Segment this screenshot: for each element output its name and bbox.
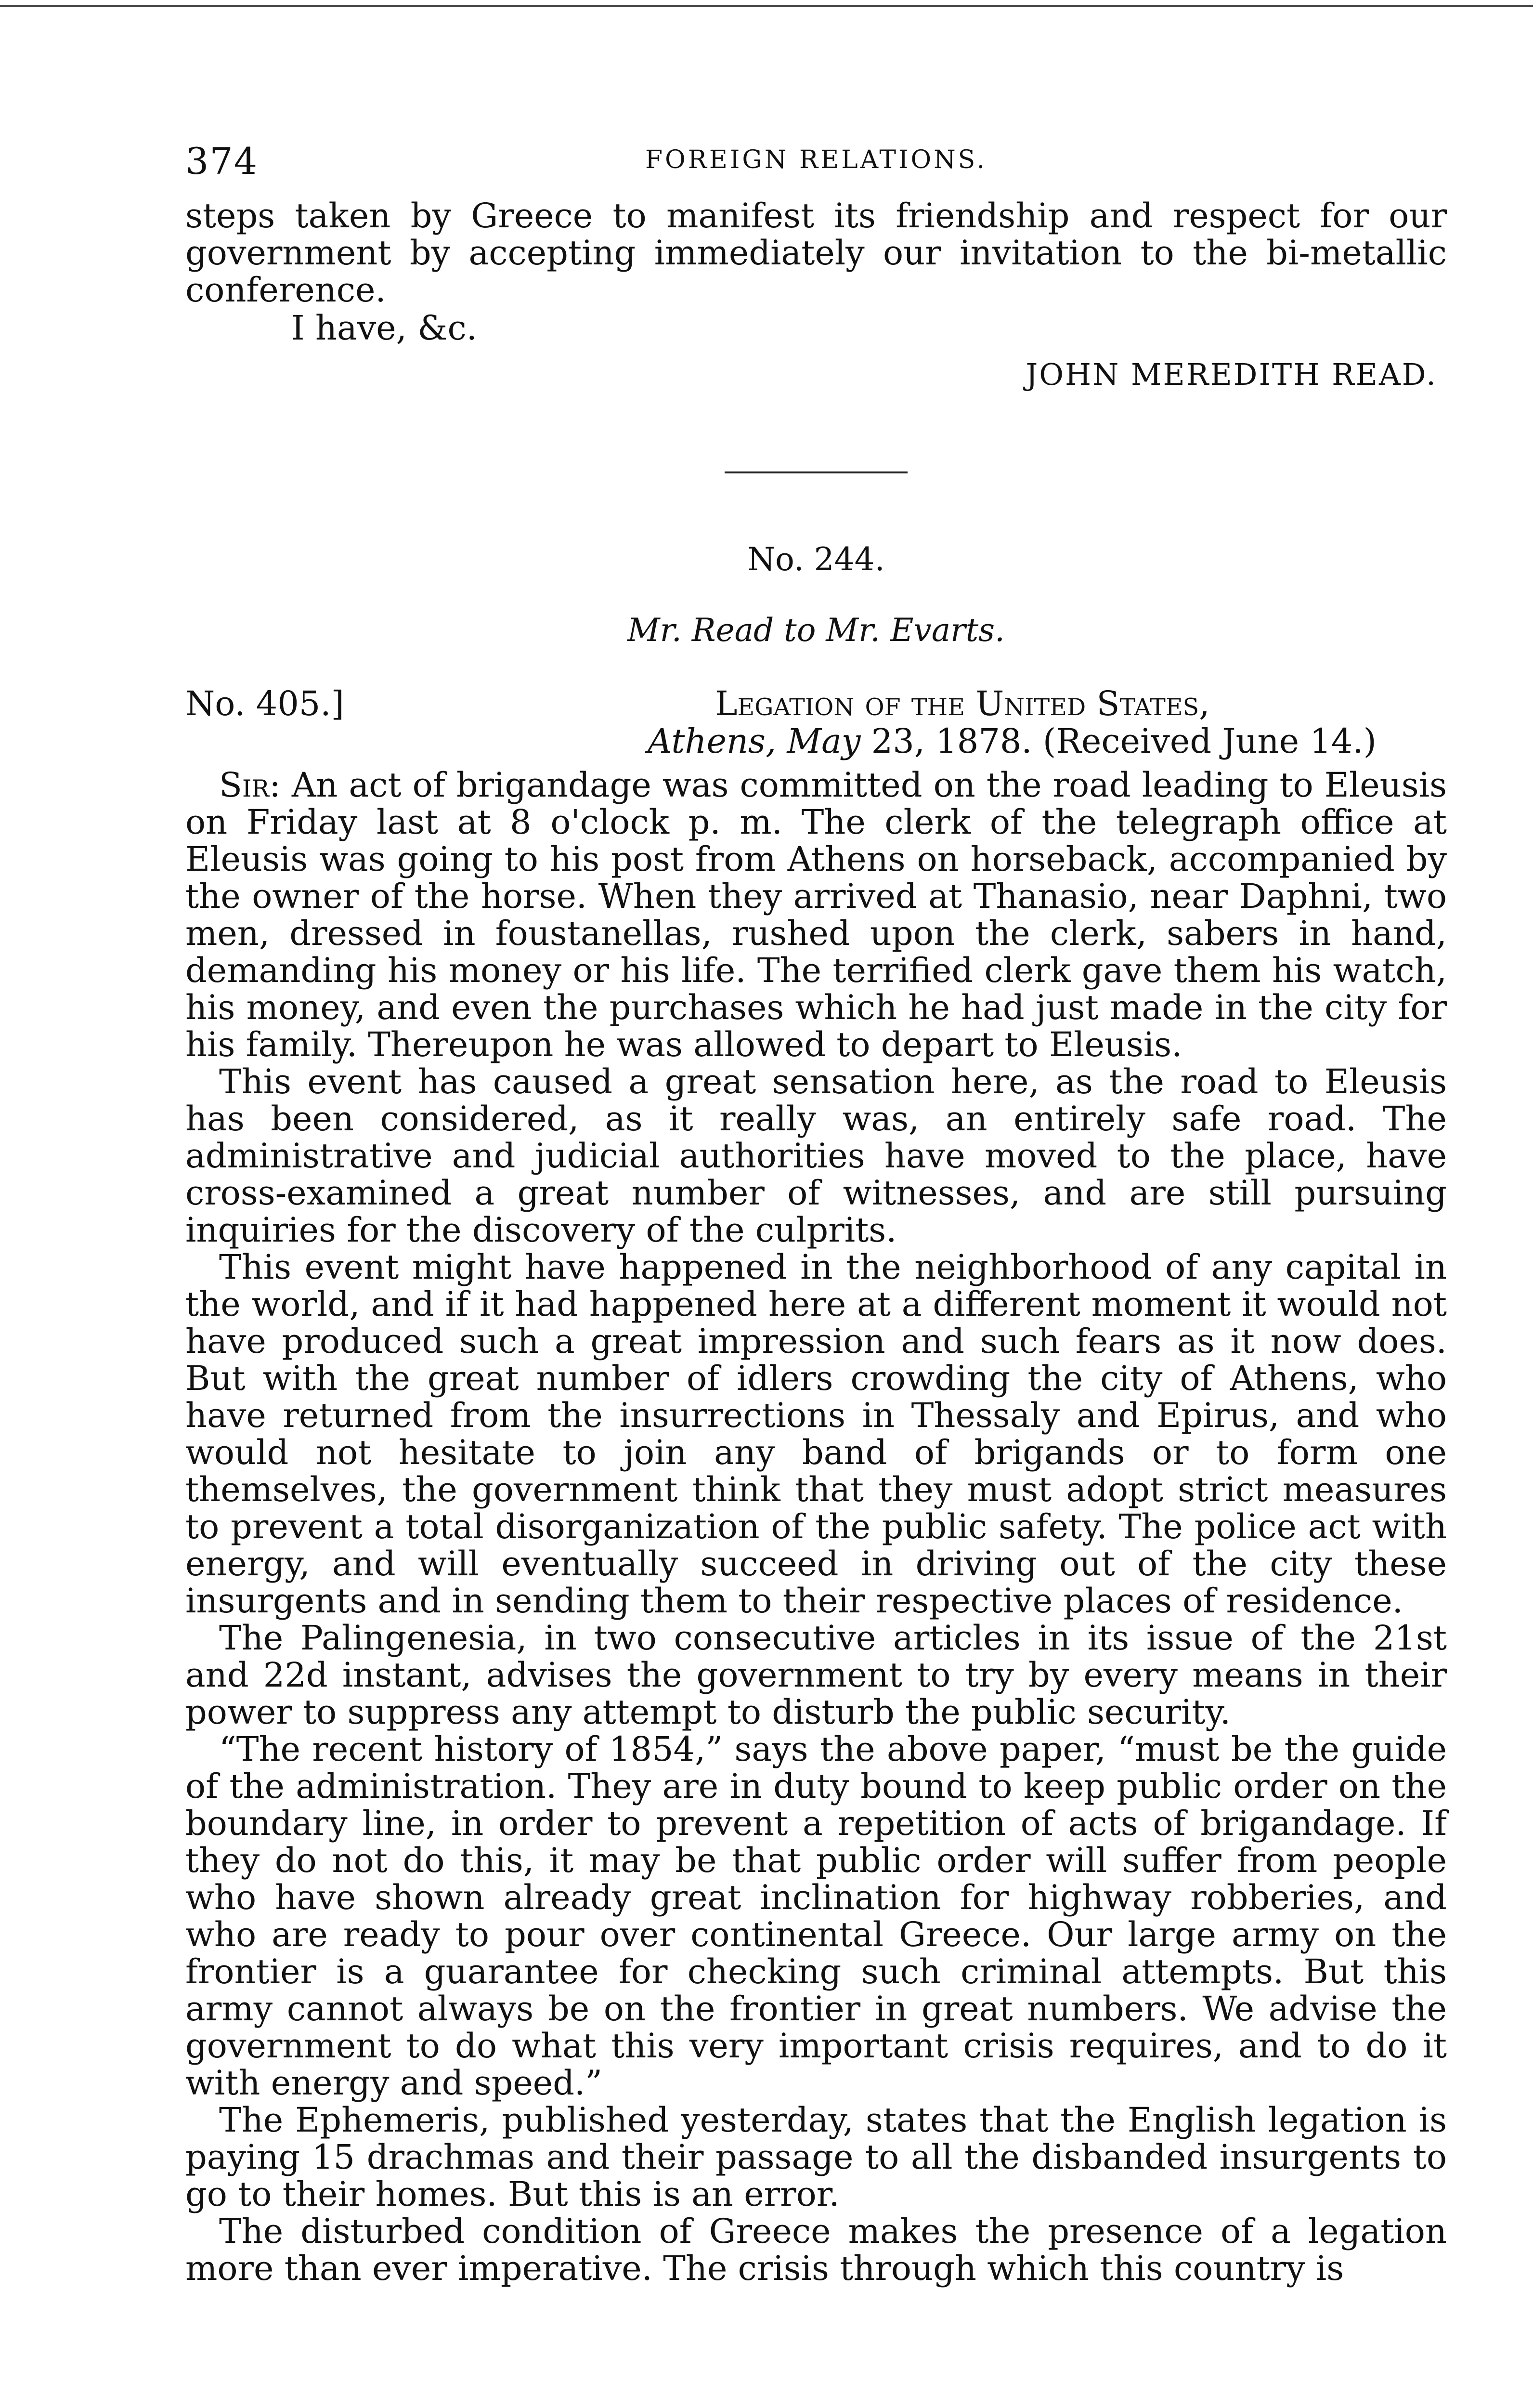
top-border-rule <box>0 5 1533 7</box>
dateline <box>648 722 1377 760</box>
letter-header <box>185 685 1447 767</box>
legation-line: Legation of the United States, <box>715 684 1210 723</box>
document-number: No. 244. <box>747 541 885 578</box>
body-paragraph: The Ephemeris, published yesterday, states that the English legation is paying 15 drachmas and their passage to all the disbanded insurgents to go to their homes. But this is an error. <box>185 2100 1447 2214</box>
quoted-paragraph: “The recent history of 1854,” says the above paper, “must be the guide of the administration. They are in duty bound to keep public order on the boundary line, in order to prevent a repetition of acts of brigandage. If they do not do this, it may be that public order will suffer from people who have shown already great inclination for highway robberies, and who are ready to pour over continental Greece. Our large army on the frontier is a guarantee for checking such criminal attempts. But this army cannot always be on the frontier in great numbers. We advise the government to do what this very important crisis requires, and to do it with energy and speed.” <box>185 1729 1447 2103</box>
dateline-place: Athens, May <box>648 721 861 761</box>
body-paragraph: The Palingenesia, in two consecutive articles in its issue of the 21st and 22d instant, advises the government to try by every means in their power to suppress any attempt to disturb the public security. <box>185 1618 1447 1732</box>
despatch-number: No. 405.] <box>185 684 344 723</box>
body-paragraph: This event has caused a great sensation here, as the road to Eleusis has been considered, as it really was, an entirely safe road. The administrative and judicial authorities have moved to the place, have cross-examined a great number of witnesses, and are still pursuing inquiries for the discovery of the culprits. <box>185 1062 1447 1250</box>
closing-line: I have, &c. <box>291 308 477 348</box>
opening-text: : An act of brigandage was committed on the road leading to Eleusis on Friday last at 8 o'clock p. m. The clerk of the telegraph office at Eleusis was going to his post from Athens on horseback, accompanied by the owner of the horse. When they arrived at Thanasio, near Daphni, two men, dressed in foustanellas, rushed upon the clerk, sabers in hand, demanding his money or his life. The terrified clerk gave them his watch, his money, and even the purchases which he had just made in the city for his family. Thereupon he was allowed to depart to Eleusis. <box>185 765 1447 1064</box>
body-paragraph: This event might have happened in the neighborhood of any capital in the world, and if it had happened here at a different moment it would not have produced such a great impression and such fears as it now does. But with the great number of idlers crowding the city of Athens, who have returned from the insurrections in Thessaly and Epirus, and who would not hesitate to join any band of brigands or to form one themselves, the government think that they must adopt strict measures to prevent a total disorganization of the public safety. The police act with energy, and will eventually succeed in driving out of the city these insurgents and in sending them to their respective places of residence. <box>185 1247 1447 1621</box>
page-number: 374 <box>185 140 259 183</box>
running-head <box>185 140 1447 197</box>
salutation: Sir <box>219 765 270 805</box>
section-divider <box>725 471 908 473</box>
running-title: FOREIGN RELATIONS. <box>645 145 987 174</box>
opening-paragraph <box>185 767 1447 1063</box>
document-title: Mr. Read to Mr. Evarts. <box>627 612 1005 649</box>
document-page <box>185 140 1447 2287</box>
body-paragraph: The disturbed condition of Greece makes the presence of a legation more than ever imperative. The crisis through which this country is <box>185 2212 1447 2288</box>
continuation-paragraph: steps taken by Greece to manifest its friendship and respect for our government by accepting immediately our invitation to the bi-metallic conference. <box>185 196 1447 310</box>
dateline-date: 23, 1878. (Received June 14.) <box>860 721 1377 761</box>
signature: JOHN MEREDITH READ. <box>1026 357 1437 392</box>
